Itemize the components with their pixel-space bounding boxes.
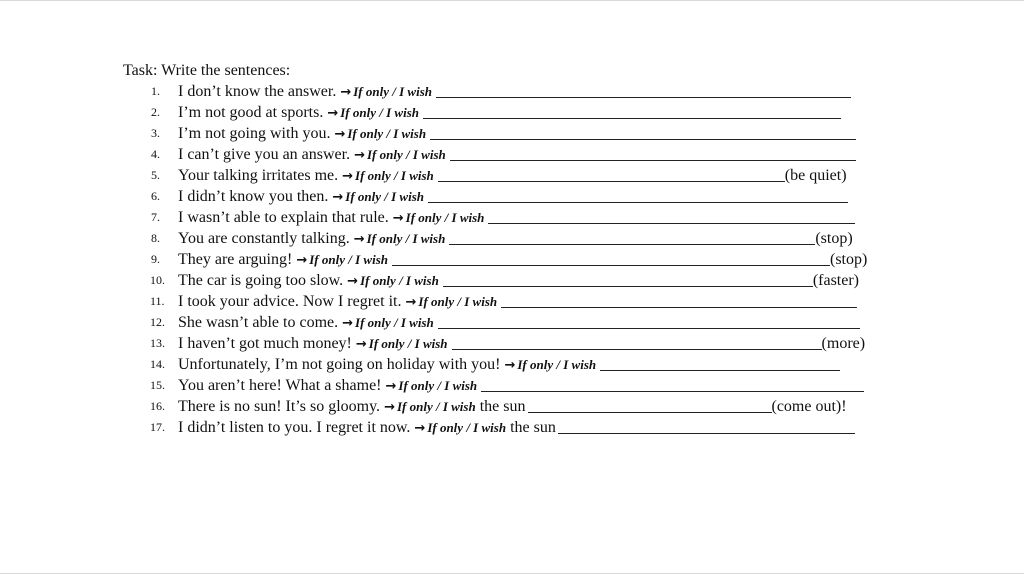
item-number: 5. [151, 168, 160, 182]
item-content [178, 375, 864, 396]
answer-blank[interactable] [501, 293, 857, 308]
exercise-item [123, 270, 923, 291]
item-content [178, 270, 859, 291]
arrow-icon: → [353, 232, 365, 247]
answer-blank[interactable] [443, 272, 813, 287]
answer-blank[interactable] [438, 167, 785, 182]
arrow-icon: → [405, 295, 417, 310]
exercise-item [123, 291, 923, 312]
item-number: 6. [151, 189, 160, 203]
arrow-icon: → [385, 379, 397, 394]
item-hint: (be quiet) [784, 167, 847, 184]
exercise-item [123, 228, 923, 249]
item-content [178, 417, 855, 438]
arrow-icon: → [342, 169, 354, 184]
item-number: 10. [150, 273, 165, 287]
worksheet [123, 60, 923, 438]
item-number: 1. [151, 84, 160, 98]
if-only-prompt: If only / I wish [309, 252, 388, 267]
item-hint: (stop) [829, 251, 868, 268]
item-content [178, 249, 867, 270]
item-content [178, 123, 856, 144]
if-only-prompt: If only / I wish [366, 231, 446, 246]
item-number: 4. [151, 147, 160, 161]
item-number: 16. [150, 399, 165, 413]
item-content [178, 81, 851, 102]
arrow-icon: → [384, 400, 395, 415]
exercise-item [123, 186, 923, 207]
if-only-prompt: If only / I wish [355, 168, 434, 183]
item-number: 12. [150, 315, 165, 329]
arrow-icon: → [296, 253, 308, 268]
item-sentence: I haven’t got much money! [178, 335, 352, 352]
item-sentence: There is no sun! It’s so gloomy. [178, 398, 381, 415]
item-sentence: She wasn’t able to come. [178, 314, 339, 331]
if-only-prompt: If only / I wish [347, 126, 427, 141]
answer-blank[interactable] [450, 146, 856, 161]
if-only-prompt: If only / I wish [360, 273, 439, 288]
exercise-item [123, 396, 923, 417]
top-border [0, 0, 1024, 1]
item-content [178, 396, 847, 417]
exercise-item [123, 249, 923, 270]
item-number: 11. [150, 294, 165, 308]
if-only-prompt: If only / I wish [345, 189, 425, 204]
arrow-icon: → [504, 358, 516, 373]
if-only-prompt: If only / I wish [340, 105, 419, 120]
item-number: 8. [151, 231, 160, 245]
answer-blank[interactable] [528, 398, 772, 413]
exercise-item [123, 81, 923, 102]
item-sentence: I didn’t listen to you. I regret it now. [178, 419, 411, 436]
exercise-item [123, 333, 923, 354]
item-hint: (more) [821, 335, 866, 352]
item-sentence: I’m not good at sports. [178, 104, 324, 121]
answer-blank[interactable] [449, 230, 815, 245]
exercise-item [123, 312, 923, 333]
item-number: 7. [151, 210, 160, 224]
item-content [178, 165, 847, 186]
answer-blank[interactable] [452, 335, 822, 350]
item-sentence: I don’t know the answer. [178, 83, 337, 100]
item-sentence: I can’t give you an answer. [178, 146, 351, 163]
arrow-icon: → [327, 106, 339, 121]
item-sentence: I’m not going with you. [178, 125, 331, 142]
item-hint: (faster) [812, 272, 859, 289]
answer-blank[interactable] [436, 83, 851, 98]
arrow-icon: → [355, 337, 367, 352]
arrow-icon: → [334, 127, 346, 142]
item-sentence: I took your advice. Now I regret it. [178, 293, 402, 310]
arrow-icon: → [347, 274, 359, 289]
item-sentence: They are arguing! [178, 251, 293, 268]
exercise-item [123, 123, 923, 144]
answer-blank[interactable] [600, 356, 840, 371]
exercise-item [123, 417, 923, 438]
answer-blank[interactable] [488, 209, 855, 224]
if-only-prompt: If only / I wish [368, 336, 448, 351]
if-only-prompt: If only / I wish [517, 357, 597, 372]
item-content [178, 312, 860, 333]
answer-blank[interactable] [423, 104, 841, 119]
exercise-item [123, 375, 923, 396]
arrow-icon: → [332, 190, 344, 205]
item-content [178, 102, 841, 123]
if-only-prompt: If only / I wish [418, 294, 498, 309]
item-sentence: I didn’t know you then. [178, 188, 329, 205]
item-sentence: The car is going too slow. [178, 272, 344, 289]
if-only-prompt: If only / I wish [405, 210, 485, 225]
answer-blank[interactable] [481, 377, 864, 392]
item-sentence: You aren’t here! What a shame! [178, 377, 382, 394]
exercise-item [123, 144, 923, 165]
exercise-item [123, 207, 923, 228]
item-number: 15. [150, 378, 165, 392]
item-content [178, 186, 848, 207]
exercise-item [123, 354, 923, 375]
item-number: 17. [150, 420, 165, 434]
item-number: 9. [151, 252, 160, 266]
item-content [178, 354, 840, 375]
item-sentence: You are constantly talking. [178, 230, 350, 247]
arrow-icon: → [354, 148, 365, 163]
exercise-item [123, 165, 923, 186]
item-content [178, 207, 855, 228]
if-only-prompt: If only / I wish [355, 315, 434, 330]
if-only-prompt: If only / I wish [367, 147, 446, 162]
item-content [178, 228, 853, 249]
answer-blank[interactable] [392, 251, 830, 266]
answer-blank[interactable] [428, 188, 848, 203]
item-sentence: I wasn’t able to explain that rule. [178, 209, 389, 226]
if-only-prompt: If only / I wish [427, 420, 507, 435]
item-sentence: Your talking irritates me. [178, 167, 339, 184]
item-content [178, 291, 857, 312]
item-tail-text: the sun [479, 398, 526, 415]
item-content [178, 333, 865, 354]
arrow-icon: → [392, 211, 404, 226]
arrow-icon: → [414, 421, 426, 436]
answer-blank[interactable] [558, 419, 855, 434]
item-content [178, 144, 856, 165]
if-only-prompt: If only / I wish [353, 84, 432, 99]
item-sentence: Unfortunately, I’m not going on holiday with you! [178, 356, 501, 373]
answer-blank[interactable] [430, 125, 856, 140]
exercise-list [123, 81, 923, 438]
exercise-item [123, 102, 923, 123]
item-hint: (stop) [815, 230, 853, 247]
item-number: 3. [151, 126, 160, 140]
if-only-prompt: If only / I wish [396, 399, 476, 414]
answer-blank[interactable] [438, 314, 860, 329]
item-hint: (come out)! [771, 398, 847, 415]
arrow-icon: → [342, 316, 354, 331]
if-only-prompt: If only / I wish [398, 378, 478, 393]
item-tail-text: the sun [510, 419, 556, 436]
task-heading: Task: Write the sentences: [123, 62, 291, 79]
item-number: 2. [151, 105, 160, 119]
item-number: 13. [150, 336, 165, 350]
item-number: 14. [150, 357, 165, 371]
arrow-icon: → [340, 85, 352, 100]
